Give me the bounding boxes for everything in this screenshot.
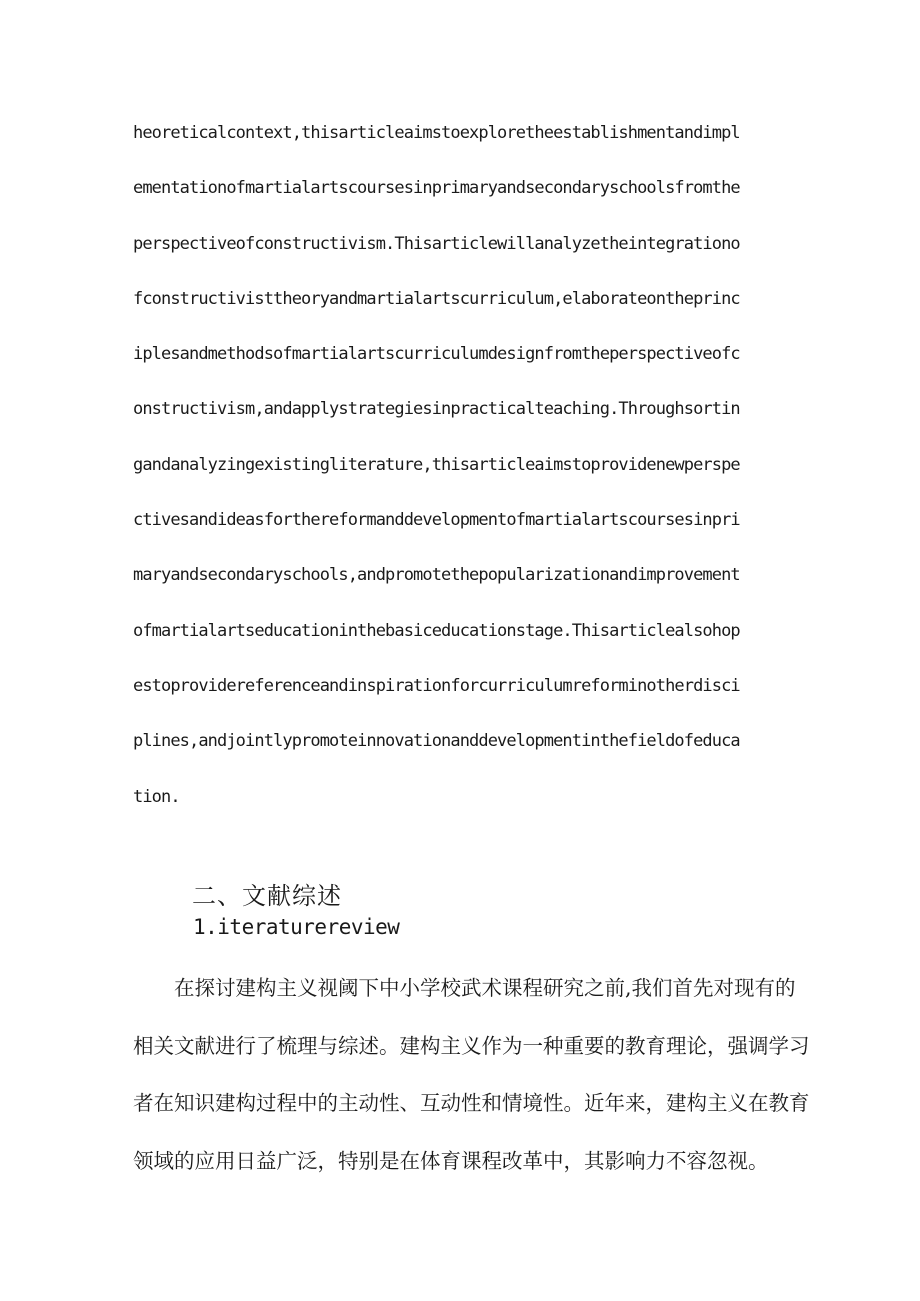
english-paragraph xyxy=(133,117,793,836)
section-heading-chinese: 二、文献综述 xyxy=(192,882,342,910)
english-line: gandanalyzingexistingliterature,thisarticleaimstoprovidenewperspe xyxy=(133,454,740,475)
english-line: iplesandmethodsofmartialartscurriculumdesignfromtheperspectiveofc xyxy=(133,344,740,365)
section-heading-english: 1.iteraturereview xyxy=(193,915,400,939)
chinese-line: 者在知识建构过程中的主动性、互动性和情境性。近年来，建构主义在教育 xyxy=(133,1091,810,1115)
english-line: estoprovidereferenceandinspirationforcurriculumreforminotherdisci xyxy=(133,675,740,696)
english-line: perspectiveofconstructivism.Thisarticlewillanalyzetheintegrationo xyxy=(133,233,740,254)
chinese-paragraph xyxy=(133,968,810,1198)
chinese-line: 相关文献进行了梳理与综述。建构主义作为一种重要的教育理论，强调学习 xyxy=(133,1033,810,1058)
english-line: heoreticalcontext,thisarticleaimstoexploretheestablishmentandimpl xyxy=(133,123,740,143)
english-line: maryandsecondaryschools,andpromotethepopularizationandimprovement xyxy=(133,565,740,586)
english-line: tion. xyxy=(133,786,180,807)
chinese-line: 领域的应用日益广泛，特别是在体育课程改革中，其影响力不容忽视。 xyxy=(133,1148,769,1173)
english-line: plines,andjointlypromoteinnovationanddevelopmentinthefieldofeduca xyxy=(133,731,740,752)
english-line: onstructivism,andapplystrategiesinpracticalteaching.Throughsortin xyxy=(133,399,740,420)
english-line: ofmartialartseducationinthebasiceducationstage.Thisarticlealsohop xyxy=(133,620,740,641)
english-line: ctivesandideasforthereformanddevelopmentofmartialartscoursesinpri xyxy=(133,510,740,531)
chinese-line: 在探讨建构主义视阈下中小学校武术课程研究之前,我们首先对现有的 xyxy=(174,976,796,1000)
english-line: fconstructivisttheoryandmartialartscurriculum,elaborateontheprinc xyxy=(133,288,740,309)
english-line: ementationofmartialartscoursesinprimaryandsecondaryschoolsfromthe xyxy=(133,178,740,199)
